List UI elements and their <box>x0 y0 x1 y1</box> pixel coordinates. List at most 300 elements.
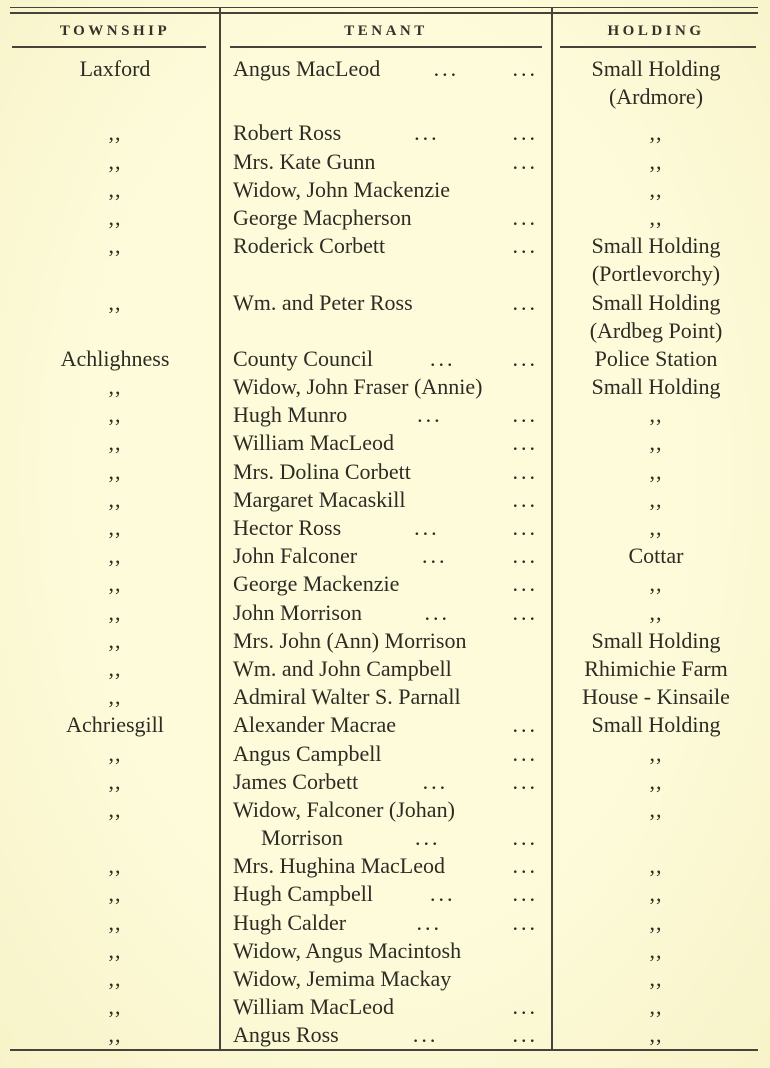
tenant-line <box>233 486 538 514</box>
tenant-line <box>233 655 538 683</box>
tenant-cell <box>220 119 552 147</box>
tenant-name: Hector Ross <box>233 515 342 540</box>
tenant-cell <box>220 740 552 768</box>
tenant-cell <box>220 148 552 176</box>
table-row <box>10 852 760 880</box>
holding-label: Small Holding <box>591 233 721 259</box>
holding-cell <box>552 148 760 176</box>
ditto-mark: ,, <box>108 966 122 991</box>
tenant-name: Angus Ross <box>233 1022 339 1048</box>
leader-dots: ... <box>512 233 538 259</box>
tenant-name: Hugh Munro <box>233 402 348 428</box>
tenant-cell <box>220 176 552 204</box>
ditto-mark: ,, <box>649 881 663 907</box>
tenant-cell <box>220 55 552 83</box>
top-rule-thin <box>10 7 758 8</box>
township-cell <box>10 768 220 796</box>
ditto-mark: ,, <box>649 796 663 822</box>
holding-label: (Portlevorchy) <box>591 261 721 287</box>
ditto-mark: ,, <box>649 515 663 540</box>
leader-dots: ... <box>512 458 538 484</box>
ditto-mark: ,, <box>108 937 122 963</box>
tenant-cell <box>220 880 552 908</box>
tenant-name: Robert Ross <box>233 120 342 146</box>
township-cell <box>10 937 220 965</box>
tenant-cell <box>220 627 552 655</box>
tenant-line <box>233 683 538 711</box>
ditto-mark: ,, <box>108 176 122 202</box>
ditto-mark: ,, <box>108 458 122 484</box>
township-cell <box>10 570 220 598</box>
header-cell-township: TOWNSHIP <box>59 23 171 39</box>
ditto-mark: ,, <box>649 853 663 879</box>
leader-dots: ... <box>512 881 538 907</box>
tenant-line <box>233 204 538 232</box>
leader-dots: ... <box>429 345 456 371</box>
tenant-line <box>233 570 538 598</box>
holding-cell <box>552 1021 760 1049</box>
tenant-name: Widow, Falconer (Johan) <box>233 796 455 822</box>
tenant-name: James Corbett <box>233 768 359 794</box>
header-underline-holding <box>560 46 756 48</box>
table-row <box>10 401 760 429</box>
tenant-cell <box>220 373 552 401</box>
township-cell <box>10 542 220 570</box>
ditto-mark: ,, <box>108 684 122 710</box>
tenant-line <box>233 824 538 852</box>
ditto-mark: ,, <box>649 768 663 794</box>
ditto-mark: ,, <box>649 458 663 484</box>
ditto-mark: ,, <box>649 937 663 963</box>
township-cell <box>10 514 220 542</box>
table-row <box>10 514 760 542</box>
tenant-cell <box>220 514 552 542</box>
tenant-line <box>233 965 538 993</box>
leader-dots: ... <box>512 148 538 174</box>
holding-cell <box>552 570 760 598</box>
tenant-line <box>233 429 538 457</box>
township-cell <box>10 345 220 373</box>
holding-label: (Ardmore) <box>608 84 704 110</box>
ditto-mark: ,, <box>649 599 663 625</box>
table-row <box>10 373 760 401</box>
tenant-line <box>233 55 538 83</box>
tenant-line <box>233 993 538 1021</box>
leader-dots: ... <box>414 825 441 851</box>
holding-label: (Ardbeg Point) <box>589 317 723 343</box>
township-cell <box>10 401 220 429</box>
ditto-mark: ,, <box>108 881 122 907</box>
holding-cell <box>552 55 760 111</box>
township-cell <box>10 148 220 176</box>
holding-cell <box>552 627 760 655</box>
tenant-cell <box>220 232 552 260</box>
leader-dots: ... <box>512 825 538 851</box>
tenant-line <box>233 119 538 147</box>
township-cell <box>10 627 220 655</box>
holding-cell <box>552 514 760 542</box>
table-row <box>10 429 760 457</box>
tenant-name: Wm. and John Campbell <box>233 655 452 681</box>
tenant-name: Mrs. John (Ann) Morrison <box>233 627 467 653</box>
table-row <box>10 570 760 598</box>
tenant-cell <box>220 599 552 627</box>
table-row <box>10 542 760 570</box>
table-row <box>10 655 760 683</box>
ditto-mark: ,, <box>108 233 122 259</box>
tenant-cell <box>220 570 552 598</box>
holding-cell <box>552 176 760 204</box>
ditto-mark: ,, <box>649 120 663 146</box>
ditto-mark: ,, <box>108 374 122 400</box>
table-row <box>10 880 760 908</box>
ditto-mark: ,, <box>108 909 122 935</box>
tenant-name: Admiral Walter S. Parnall <box>233 684 461 710</box>
tenant-line <box>233 373 538 401</box>
header-underline-tenant <box>230 46 542 48</box>
table-row <box>10 599 760 627</box>
tenant-cell <box>220 711 552 739</box>
tenant-line <box>233 627 538 655</box>
ditto-mark: ,, <box>108 571 122 597</box>
tenant-line <box>233 232 538 260</box>
township-cell <box>10 993 220 1021</box>
tenant-name: Margaret Macaskill <box>233 486 406 512</box>
table-row <box>10 486 760 514</box>
leader-dots: ... <box>512 204 538 230</box>
tenant-line <box>233 345 538 373</box>
table-row <box>10 232 760 288</box>
tenant-line <box>233 542 538 570</box>
holding-cell <box>552 683 760 711</box>
table-row <box>10 345 760 373</box>
holding-cell <box>552 458 760 486</box>
tenant-cell <box>220 289 552 317</box>
table-row <box>10 993 760 1021</box>
tenant-name: Mrs. Hughina MacLeod <box>233 853 446 879</box>
tenant-name: Mrs. Dolina Corbett <box>233 458 411 484</box>
township-cell <box>10 55 220 83</box>
bottom-rule <box>10 1049 758 1051</box>
tenant-cell <box>220 852 552 880</box>
tenant-line <box>233 401 538 429</box>
township-cell <box>10 909 220 937</box>
tenant-name: Angus MacLeod <box>233 56 381 81</box>
tenant-name: Roderick Corbett <box>233 233 386 259</box>
tenant-line <box>233 148 538 176</box>
tenant-name: County Council <box>233 345 373 371</box>
table-row <box>10 1021 760 1049</box>
tenant-name: Alexander Macrae <box>233 712 397 738</box>
leader-dots: ... <box>416 909 443 935</box>
tenant-line <box>233 852 538 880</box>
leader-dots: ... <box>512 571 538 597</box>
township-cell <box>10 711 220 739</box>
holding-cell <box>552 880 760 908</box>
ditto-mark: ,, <box>649 994 663 1020</box>
table-row <box>10 768 760 796</box>
tenant-cell <box>220 429 552 457</box>
table-row <box>10 289 760 345</box>
tenant-name: Widow, John Fraser (Annie) <box>233 374 483 400</box>
leader-dots: ... <box>417 402 443 428</box>
table-row <box>10 965 760 993</box>
tenant-line <box>233 711 538 739</box>
holding-cell <box>552 486 760 514</box>
holding-cell <box>552 542 760 570</box>
leader-dots: ... <box>512 543 538 569</box>
tenant-name: Mrs. Kate Gunn <box>233 148 376 174</box>
ditto-mark: ,, <box>649 909 663 935</box>
tenant-line <box>233 599 538 627</box>
township-cell <box>10 1021 220 1049</box>
ditto-mark: ,, <box>108 204 122 230</box>
tenant-name: George Mackenzie <box>233 571 400 597</box>
township-cell <box>10 176 220 204</box>
holding-label: Rhimichie Farm <box>584 655 728 681</box>
holding-cell <box>552 401 760 429</box>
tenant-line <box>233 768 538 796</box>
township-label: Achlighness <box>60 345 170 371</box>
holding-cell <box>552 768 760 796</box>
township-cell <box>10 289 220 317</box>
holding-cell <box>552 429 760 457</box>
tenant-name: Widow, Jemima Mackay <box>233 966 452 991</box>
table-row <box>10 909 760 937</box>
leader-dots: ... <box>512 768 538 794</box>
tenant-line <box>233 880 538 908</box>
tenant-line <box>233 796 538 824</box>
tenant-cell <box>220 993 552 1021</box>
table-row <box>10 796 760 852</box>
holding-cell <box>552 345 760 373</box>
township-cell <box>10 486 220 514</box>
holding-cell <box>552 232 760 288</box>
table-row <box>10 55 760 111</box>
table-row <box>10 458 760 486</box>
leader-dots: ... <box>414 515 440 540</box>
header-cell-holding: HOLDING <box>607 23 705 39</box>
ditto-mark: ,, <box>108 1022 122 1048</box>
ditto-mark: ,, <box>108 740 122 766</box>
ditto-mark: ,, <box>649 402 663 428</box>
holding-label: Small Holding <box>591 374 721 400</box>
ditto-mark: ,, <box>108 768 122 794</box>
tenant-name: Widow, John Mackenzie <box>233 176 451 202</box>
ditto-mark: ,, <box>108 627 122 653</box>
township-cell <box>10 880 220 908</box>
tenant-cell <box>220 204 552 232</box>
township-cell <box>10 965 220 993</box>
leader-dots: ... <box>422 768 449 794</box>
ditto-mark: ,, <box>108 543 122 569</box>
tenant-cell <box>220 1021 552 1049</box>
ditto-mark: ,, <box>108 148 122 174</box>
leader-dots: ... <box>512 909 538 935</box>
tenant-name: George Macpherson <box>233 204 412 230</box>
holding-cell <box>552 599 760 627</box>
ditto-mark: ,, <box>649 204 663 230</box>
township-label: Laxford <box>79 56 151 81</box>
ditto-mark: ,, <box>108 796 122 822</box>
township-cell <box>10 429 220 457</box>
tenant-cell <box>220 345 552 373</box>
tenant-line <box>233 176 538 204</box>
tenant-name: William MacLeod <box>233 430 395 456</box>
tenant-name: Widow, Angus Macintosh <box>233 937 462 963</box>
leader-dots: ... <box>512 994 538 1020</box>
holding-label: Small Holding <box>591 56 721 81</box>
tenant-line <box>233 740 538 768</box>
township-cell <box>10 740 220 768</box>
leader-dots: ... <box>512 740 538 766</box>
township-label: Achriesgill <box>66 712 164 738</box>
holding-cell <box>552 965 760 993</box>
tenant-line <box>233 289 538 317</box>
tenant-name: Hugh Calder <box>233 909 347 935</box>
ditto-mark: ,, <box>108 120 122 146</box>
leader-dots: ... <box>512 712 538 738</box>
holding-label: House - Kinsaile <box>582 684 730 710</box>
tenant-cell <box>220 965 552 993</box>
ditto-mark: ,, <box>649 571 663 597</box>
leader-dots: ... <box>412 1022 439 1048</box>
table-row <box>10 119 760 147</box>
table-row <box>10 627 760 655</box>
leader-dots: ... <box>512 120 538 146</box>
leader-dots: ... <box>414 120 440 146</box>
leader-dots: ... <box>433 56 460 81</box>
leader-dots: ... <box>512 345 538 371</box>
township-cell <box>10 204 220 232</box>
tenant-line <box>233 1021 538 1049</box>
tenant-line <box>233 514 538 542</box>
tenant-name: John Falconer <box>233 543 358 569</box>
tenant-name: Angus Campbell <box>233 740 382 766</box>
header-row <box>10 19 760 43</box>
tenant-name: Wm. and Peter Ross <box>233 289 413 315</box>
tenant-line <box>233 937 538 965</box>
leader-dots: ... <box>424 599 450 625</box>
tenant-cell <box>220 401 552 429</box>
header-underline-township <box>12 46 206 48</box>
table-row <box>10 711 760 739</box>
leader-dots: ... <box>512 853 538 879</box>
ditto-mark: ,, <box>649 148 663 174</box>
holding-label: Small Holding <box>591 289 721 315</box>
tenant-line <box>233 909 538 937</box>
leader-dots: ... <box>422 543 448 569</box>
ditto-mark: ,, <box>649 486 663 512</box>
leader-dots: ... <box>512 486 538 512</box>
holding-cell <box>552 909 760 937</box>
table-row <box>10 176 760 204</box>
tenant-name: Hugh Campbell <box>233 881 373 907</box>
ditto-mark: ,, <box>108 655 122 681</box>
ditto-mark: ,, <box>108 430 122 456</box>
ditto-mark: ,, <box>108 599 122 625</box>
tenant-cell <box>220 655 552 683</box>
holding-cell <box>552 711 760 739</box>
holding-label: Small Holding <box>591 712 721 738</box>
table-row <box>10 204 760 232</box>
township-cell <box>10 232 220 260</box>
leader-dots: ... <box>512 289 538 315</box>
tenant-cell <box>220 937 552 965</box>
table-row <box>10 740 760 768</box>
table-row <box>10 937 760 965</box>
tenant-line <box>233 458 538 486</box>
holding-label: Police Station <box>594 345 718 371</box>
ditto-mark: ,, <box>108 402 122 428</box>
township-cell <box>10 852 220 880</box>
township-cell <box>10 599 220 627</box>
tenant-cell <box>220 768 552 796</box>
ditto-mark: ,, <box>108 994 122 1020</box>
township-cell <box>10 119 220 147</box>
leader-dots: ... <box>512 402 538 428</box>
ditto-mark: ,, <box>649 430 663 456</box>
ditto-mark: ,, <box>108 853 122 879</box>
leader-dots: ... <box>512 430 538 456</box>
top-rule-thick <box>10 12 758 14</box>
ditto-mark: ,, <box>108 486 122 512</box>
leader-dots: ... <box>512 515 538 540</box>
holding-label: Small Holding <box>591 627 721 653</box>
holding-cell <box>552 740 760 768</box>
holding-cell <box>552 289 760 345</box>
ditto-mark: ,, <box>649 1022 663 1048</box>
township-cell <box>10 796 220 824</box>
ditto-mark: ,, <box>649 740 663 766</box>
tenant-name: John Morrison <box>233 599 362 625</box>
leader-dots: ... <box>512 1022 538 1048</box>
holding-cell <box>552 373 760 401</box>
ditto-mark: ,, <box>649 176 663 202</box>
table-body <box>10 55 760 1050</box>
township-cell <box>10 373 220 401</box>
holding-cell <box>552 937 760 965</box>
table-row <box>10 683 760 711</box>
leader-dots: ... <box>429 881 456 907</box>
tenant-cell <box>220 909 552 937</box>
township-cell <box>10 683 220 711</box>
holding-cell <box>552 119 760 147</box>
leader-dots: ... <box>512 599 538 625</box>
ditto-mark: ,, <box>649 966 663 991</box>
header-cell-tenant: TENANT <box>344 23 428 39</box>
tenant-cell <box>220 796 552 852</box>
tenant-cell <box>220 683 552 711</box>
tenant-cell <box>220 542 552 570</box>
holding-cell <box>552 796 760 824</box>
tenant-name: William MacLeod <box>233 994 395 1020</box>
holding-cell <box>552 993 760 1021</box>
holding-label: Cottar <box>628 543 684 569</box>
tenant-cell <box>220 458 552 486</box>
holding-cell <box>552 852 760 880</box>
leader-dots: ... <box>512 56 538 81</box>
ditto-mark: ,, <box>108 515 122 540</box>
holding-cell <box>552 204 760 232</box>
table-row <box>10 148 760 176</box>
ditto-mark: ,, <box>108 289 122 315</box>
tenant-name: Morrison <box>261 825 343 851</box>
township-cell <box>10 655 220 683</box>
holding-cell <box>552 655 760 683</box>
tenant-cell <box>220 486 552 514</box>
township-cell <box>10 458 220 486</box>
